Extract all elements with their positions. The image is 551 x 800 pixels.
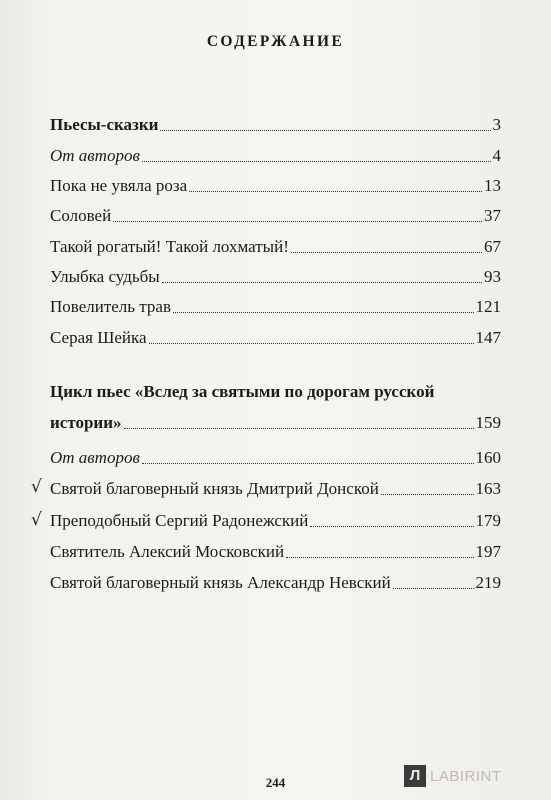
toc-label: Улыбка судьбы [50,267,160,286]
dot-leader [393,588,474,589]
toc-entry [50,507,501,531]
handwritten-check-mark: √ [31,477,42,497]
page-title: СОДЕРЖАНИЕ [206,33,345,50]
dot-leader [162,282,482,283]
toc-page-number: 37 [484,206,501,225]
toc-label: Пьесы-сказки [50,115,159,134]
toc-page-number: 3 [492,115,501,134]
toc-entry [50,293,501,317]
dot-leader [381,494,474,495]
dot-leader [291,252,482,253]
labirint-logo-icon: Л [404,765,426,787]
toc-label: Повелитель трав [50,297,172,316]
toc-label: Святой благоверный князь Александр Невский [50,573,391,592]
toc-page-number: 93 [484,267,501,286]
toc-label: Преподобный Сергий Радонежский [50,511,309,530]
dot-leader [124,428,474,429]
toc-label: От авторов [50,448,140,467]
dot-leader [286,557,473,558]
toc-page-number: 147 [475,328,501,347]
toc-entry-section2-heading [50,409,501,433]
toc-page-number: 4 [492,146,501,165]
toc-entry [50,324,501,348]
toc-entry [50,142,501,166]
dot-leader [310,526,473,527]
toc-page-number: 159 [475,413,501,432]
toc-label: От авторов [50,146,140,165]
toc-page-number: 160 [475,448,501,467]
toc-entry-section1-heading [50,111,501,135]
toc-entry [50,475,501,499]
dot-leader [149,343,474,344]
toc-entry [50,202,501,226]
toc-page-number: 197 [475,542,501,561]
toc-page-number: 13 [484,176,501,195]
page-number: 244 [265,775,286,790]
toc-page-number: 121 [475,297,501,316]
dot-leader [189,191,482,192]
toc-label: Соловей [50,206,112,225]
toc-page-number: 219 [475,573,501,592]
toc-entry [50,538,501,562]
toc-page-number: 179 [475,511,501,530]
section2-heading-line1: Цикл пьес «Вслед за святыми по дорогам русской [50,382,435,401]
dot-leader [142,161,491,162]
toc-entry [50,569,501,593]
toc-label: истории» [50,413,122,432]
dot-leader [113,221,482,222]
toc-label: Святой благоверный князь Дмитрий Донской [50,479,379,498]
toc-entry [50,172,501,196]
toc-label: Такой рогатый! Такой лохматый! [50,237,289,256]
toc-label: Серая Шейка [50,328,147,347]
toc-entry [50,263,501,287]
dot-leader [142,463,474,464]
toc-label: Пока не увяла роза [50,176,188,195]
toc-entry [50,444,501,468]
dot-leader [173,312,473,313]
labirint-watermark: LABIRINT [430,768,502,785]
toc-page-number: 67 [484,237,501,256]
dot-leader [160,130,490,131]
handwritten-check-mark: √ [31,510,42,530]
toc-entry [50,233,501,257]
toc-label: Святитель Алексий Московский [50,542,285,561]
toc-page-number: 163 [475,479,501,498]
